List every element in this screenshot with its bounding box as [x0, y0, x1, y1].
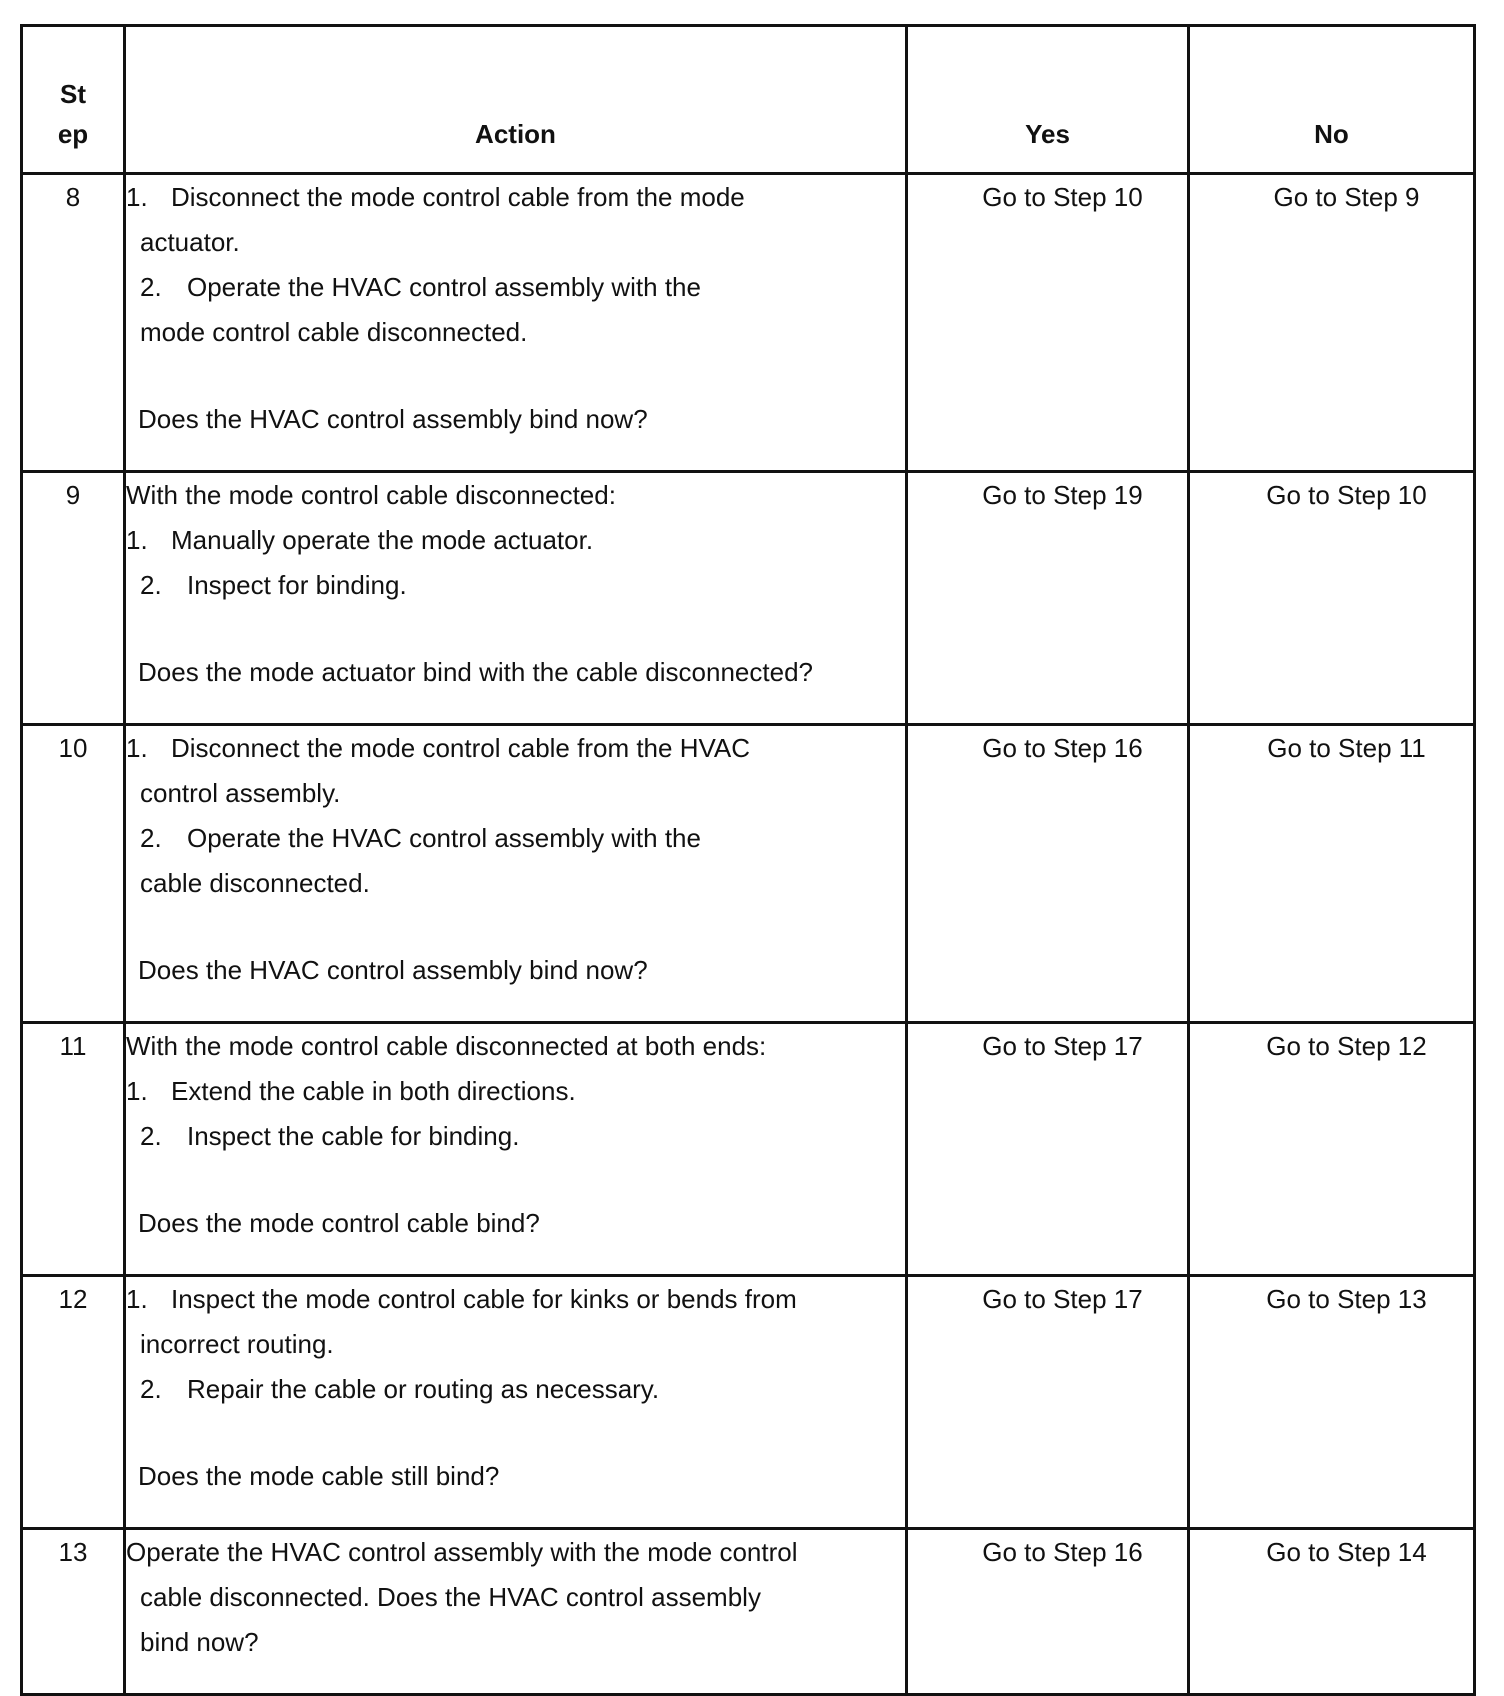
yes-cell: Go to Step 17	[907, 1023, 1189, 1276]
yes-cell: Go to Step 16	[907, 725, 1189, 1023]
action-line: 2. Repair the cable or routing as necessary.	[140, 1374, 660, 1404]
header-action: Action	[125, 26, 907, 174]
step-number: 11	[22, 1023, 125, 1276]
action-line: 1. Manually operate the mode actuator.	[126, 525, 594, 555]
action-question: Does the mode actuator bind with the cable disconnected?	[138, 657, 813, 687]
action-line: 2. Operate the HVAC control assembly with the	[140, 272, 701, 302]
no-cell: Go to Step 13	[1189, 1276, 1475, 1529]
table-row	[22, 174, 1475, 472]
action-question: Does the mode cable still bind?	[138, 1461, 500, 1491]
action-line: incorrect routing.	[140, 1329, 334, 1359]
step-number: 9	[22, 472, 125, 725]
action-line: bind now?	[140, 1627, 259, 1657]
header-no: No	[1189, 26, 1475, 174]
action-intro: With the mode control cable disconnected at both ends:	[126, 1031, 767, 1061]
action-question: Does the HVAC control assembly bind now?	[138, 404, 648, 434]
yes-cell: Go to Step 16	[907, 1529, 1189, 1695]
no-cell: Go to Step 11	[1189, 725, 1475, 1023]
no-cell: Go to Step 12	[1189, 1023, 1475, 1276]
no-cell: Go to Step 9	[1189, 174, 1475, 472]
action-line: control assembly.	[140, 778, 341, 808]
action-line: mode control cable disconnected.	[140, 317, 528, 347]
diagnostic-table	[20, 24, 1476, 1696]
action-line: 1. Disconnect the mode control cable from the HVAC	[126, 733, 751, 763]
header-yes: Yes	[907, 26, 1189, 174]
action-cell	[125, 1276, 907, 1529]
step-number: 12	[22, 1276, 125, 1529]
action-cell	[125, 1529, 907, 1695]
table-row	[22, 472, 1475, 725]
action-line: cable disconnected.	[140, 868, 370, 898]
action-question: Does the mode control cable bind?	[138, 1208, 540, 1238]
table-row	[22, 1276, 1475, 1529]
no-cell: Go to Step 10	[1189, 472, 1475, 725]
action-cell	[125, 174, 907, 472]
header-step-line1: St	[60, 79, 86, 109]
action-question: Does the HVAC control assembly bind now?	[138, 955, 648, 985]
action-cell	[125, 725, 907, 1023]
action-line: 1. Extend the cable in both directions.	[126, 1076, 576, 1106]
step-number: 10	[22, 725, 125, 1023]
action-line: 1. Disconnect the mode control cable from the mode	[126, 182, 745, 212]
header-step-line2: ep	[57, 119, 89, 149]
yes-cell: Go to Step 17	[907, 1276, 1189, 1529]
action-line: 1. Inspect the mode control cable for kinks or bends from	[126, 1284, 797, 1314]
action-line: 2. Operate the HVAC control assembly with the	[140, 823, 701, 853]
action-line: 2. Inspect for binding.	[140, 570, 407, 600]
table-row	[22, 1529, 1475, 1695]
no-cell: Go to Step 14	[1189, 1529, 1475, 1695]
action-line: 2. Inspect the cable for binding.	[140, 1121, 520, 1151]
step-number: 13	[22, 1529, 125, 1695]
table-row	[22, 1023, 1475, 1276]
action-line: actuator.	[140, 227, 240, 257]
header-step	[22, 26, 125, 174]
action-line: cable disconnected. Does the HVAC control assembly	[140, 1582, 761, 1612]
yes-cell: Go to Step 10	[907, 174, 1189, 472]
header-row	[22, 26, 1475, 174]
action-cell	[125, 472, 907, 725]
action-intro: With the mode control cable disconnected:	[126, 480, 616, 510]
action-cell	[125, 1023, 907, 1276]
yes-cell: Go to Step 19	[907, 472, 1189, 725]
action-line: Operate the HVAC control assembly with the mode control	[126, 1537, 798, 1567]
step-number: 8	[22, 174, 125, 472]
table-row	[22, 725, 1475, 1023]
